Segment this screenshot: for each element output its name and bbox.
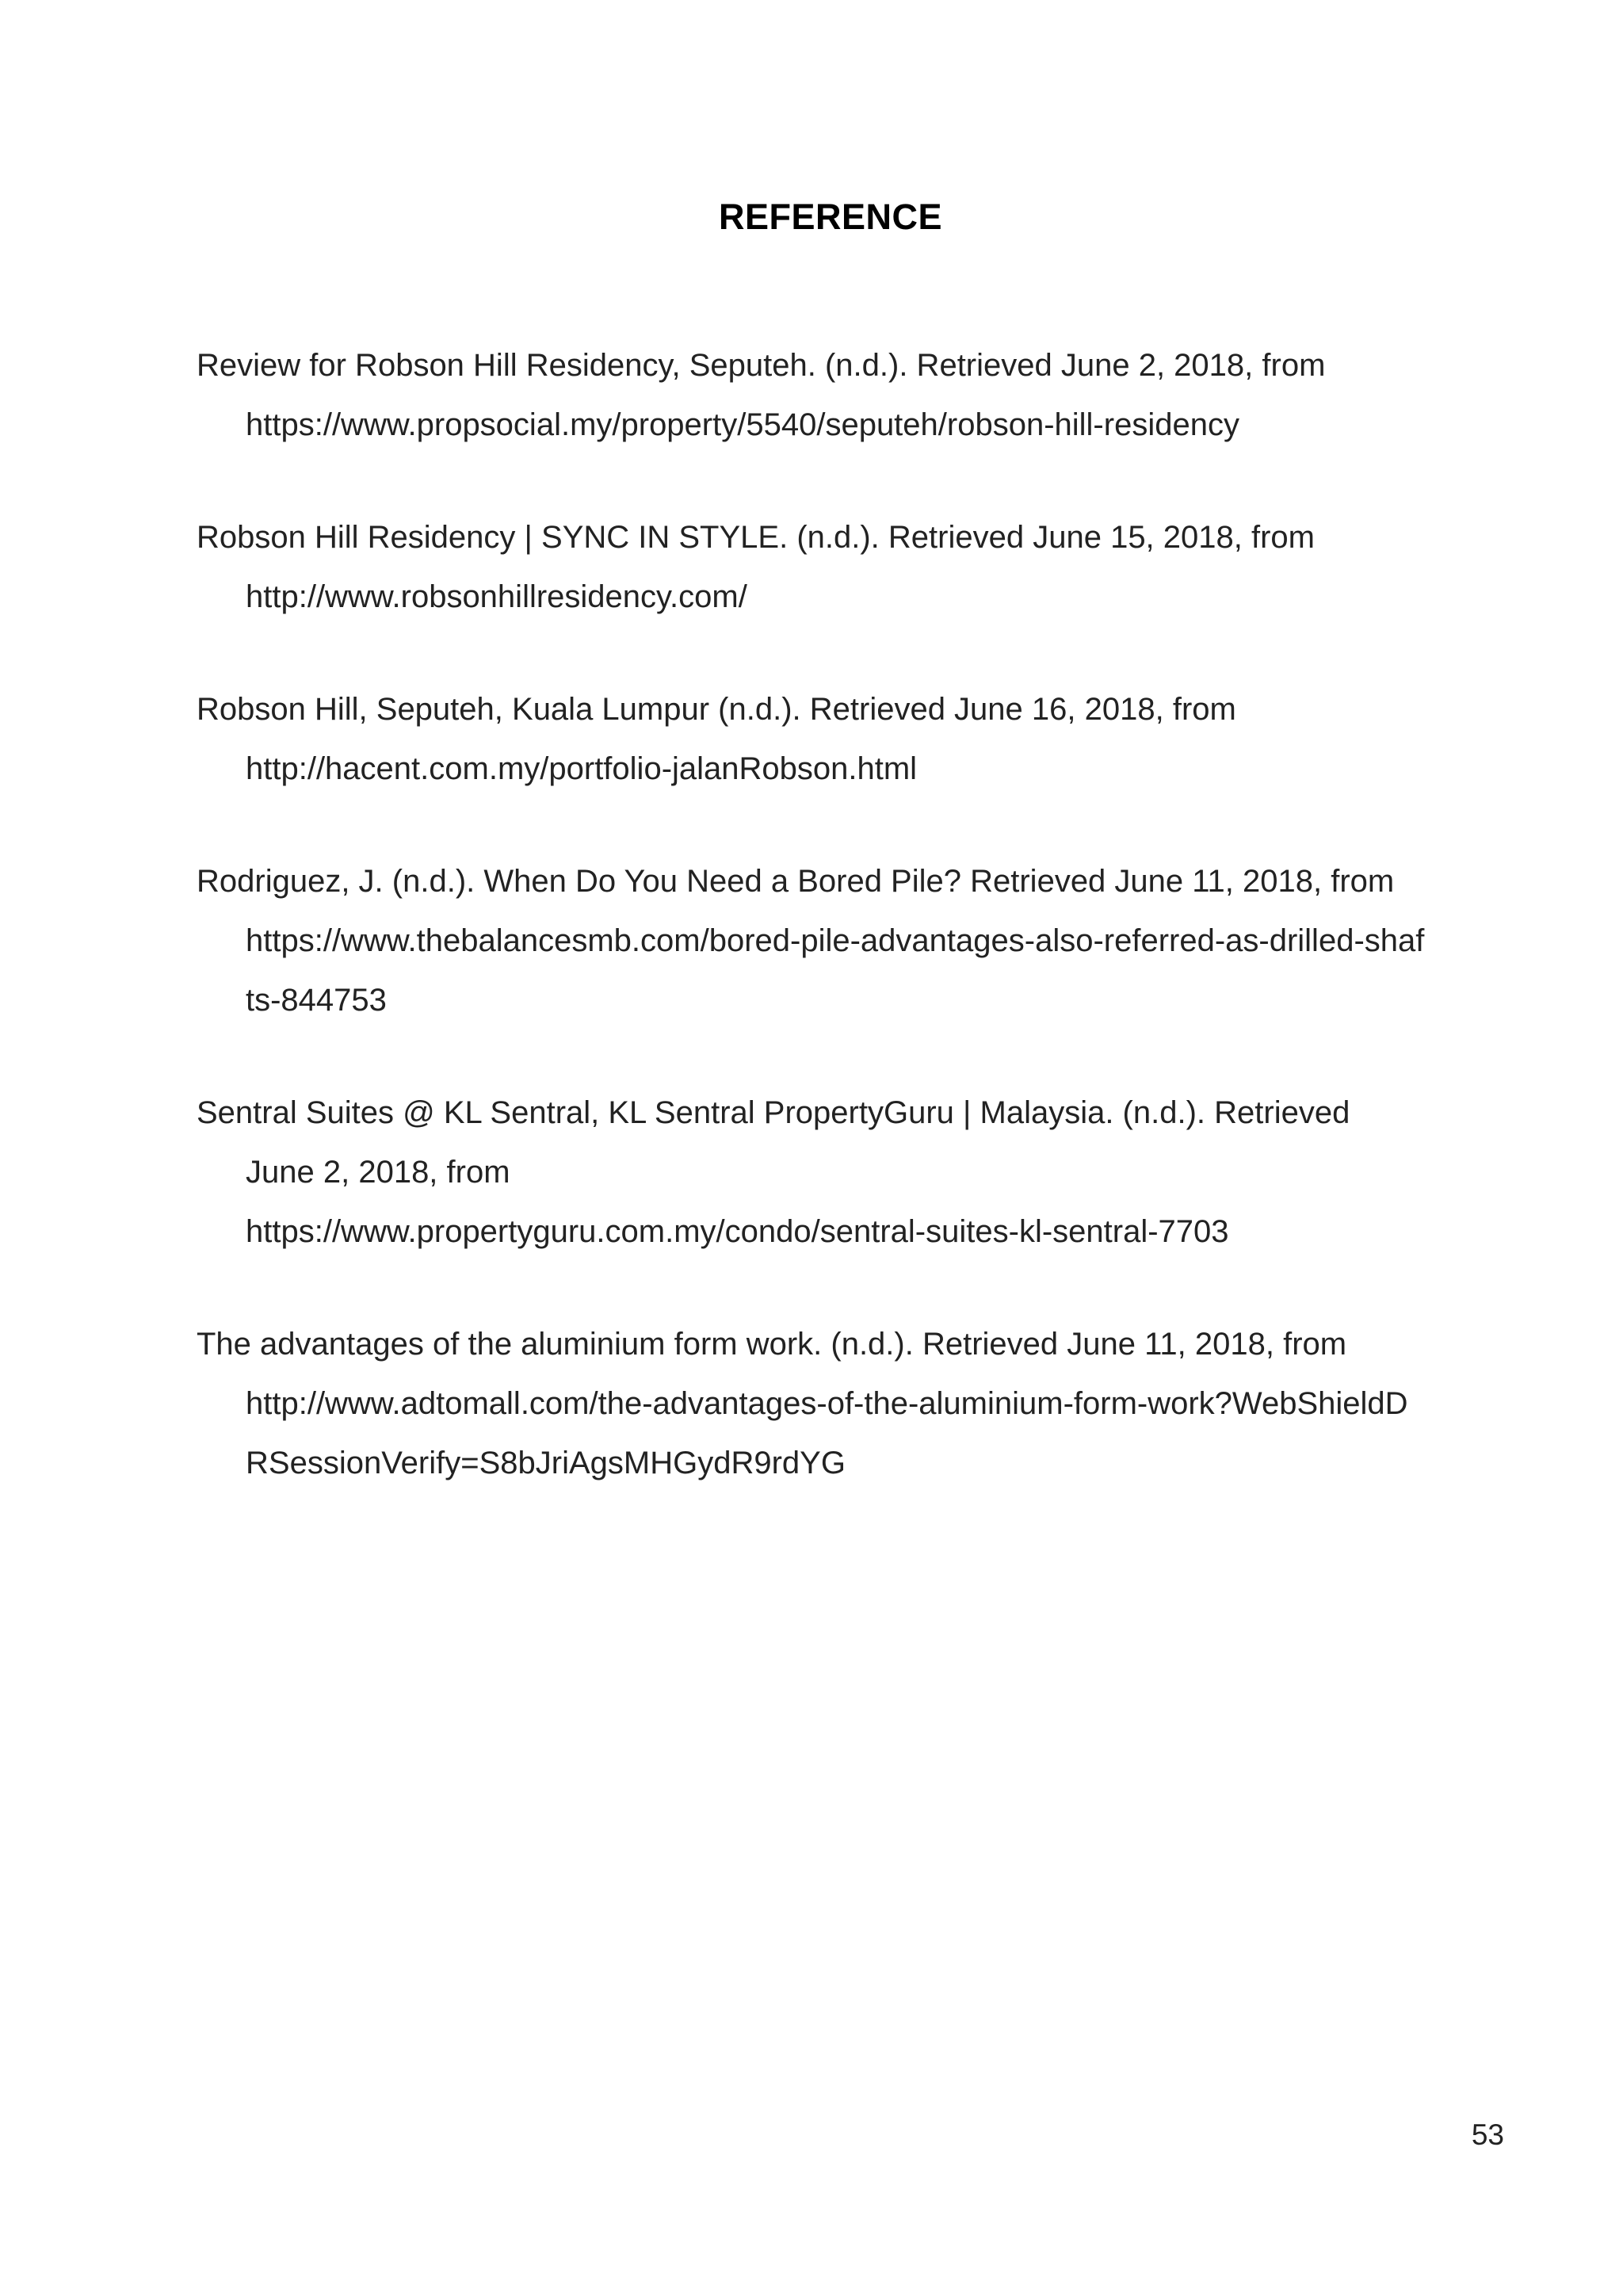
reference-url-continued: ts-844753 <box>246 983 387 1018</box>
reference-text: The advantages of the aluminium form work. (n.d.). Retrieved June 11, 2018, from <box>197 1327 1347 1362</box>
reference-text-continued: June 2, 2018, from <box>246 1155 510 1190</box>
reference-url-continued: RSessionVerify=S8bJriAgsMHGydR9rdYG <box>246 1446 846 1480</box>
reference-text: Review for Robson Hill Residency, Seputeh. (n.d.). Retrieved June 2, 2018, from <box>197 348 1326 383</box>
reference-entry-6 <box>197 1315 1480 1493</box>
reference-list <box>197 336 1480 1546</box>
reference-url: https://www.propertyguru.com.my/condo/sentral-suites-kl-sentral-7703 <box>246 1214 1229 1249</box>
reference-entry-5 <box>197 1083 1480 1262</box>
reference-url: http://hacent.com.my/portfolio-jalanRobson.html <box>246 751 918 786</box>
page-title: REFERENCE <box>718 197 943 237</box>
page-number: 53 <box>1471 2118 1504 2151</box>
reference-url: http://www.robsonhillresidency.com/ <box>246 579 747 614</box>
reference-entry-4 <box>197 852 1480 1030</box>
reference-url: https://www.thebalancesmb.com/bored-pile-advantages-also-referred-as-drilled-shaf <box>246 923 1425 958</box>
reference-text: Robson Hill Residency | SYNC IN STYLE. (n.d.). Retrieved June 15, 2018, from <box>197 520 1315 555</box>
reference-url: https://www.propsocial.my/property/5540/seputeh/robson-hill-residency <box>246 407 1239 442</box>
reference-text: Sentral Suites @ KL Sentral, KL Sentral PropertyGuru | Malaysia. (n.d.). Retrieved <box>197 1095 1350 1130</box>
reference-url: http://www.adtomall.com/the-advantages-of-the-aluminium-form-work?WebShieldD <box>246 1386 1408 1421</box>
reference-text: Rodriguez, J. (n.d.). When Do You Need a Bored Pile? Retrieved June 11, 2018, from <box>197 864 1395 899</box>
reference-entry-2 <box>197 508 1480 627</box>
reference-entry-3 <box>197 680 1480 799</box>
reference-text: Robson Hill, Seputeh, Kuala Lumpur (n.d.). Retrieved June 16, 2018, from <box>197 692 1236 727</box>
reference-entry-1 <box>197 336 1480 455</box>
